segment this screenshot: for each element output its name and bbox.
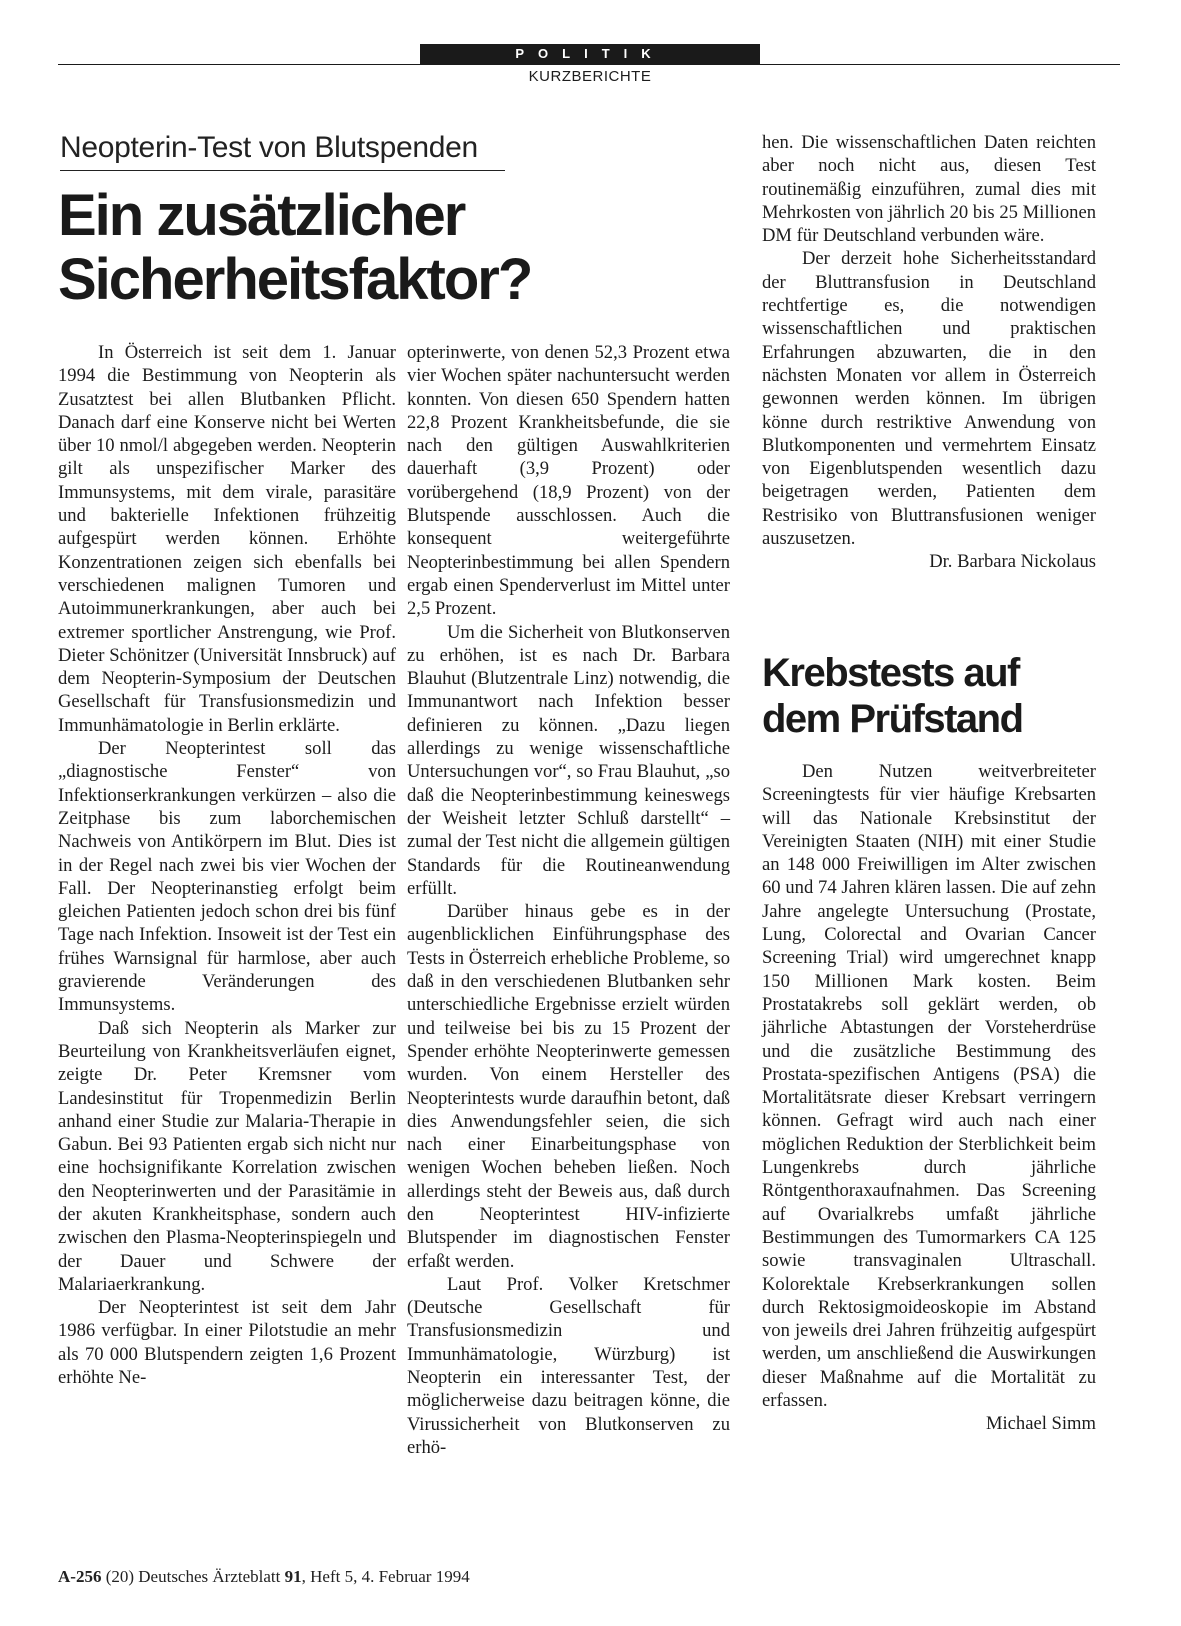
paragraph: In Österreich ist seit dem 1. Januar 1994 die Bestimmung von Neopterin als Zusatztest bei allen Blutbanken Pflicht. Danach darf eine Konserve nicht bei Werten über 10 nmol/l abgegeben werden. Neopterin gilt als unspezifischer Marker des Immunsystems, mit dem virale, parasitäre und bakterielle Infektionen frühzeitig aufgespürt werden können. Erhöhte Konzentrationen zeigen sich ebenfalls bei verschiedenen malignen Tumoren und Autoimmunerkrankungen, aber auch bei extremer sportlicher Anstrengung, wie Prof. Dieter Schönitzer (Universität Innsbruck) auf dem Neopterin-Symposium der Deutschen Gesellschaft für Transfusionsmedizin und Immunhämatologie in Berlin erklärte. — [58, 342, 396, 736]
kicker-rule — [60, 170, 505, 171]
paragraph: hen. Die wissenschaftlichen Daten reichten aber noch nicht aus, diesen Test routinemäßig einzuführen, zumal dies mit Mehrkosten von jährlich 20 bis 25 Millionen DM für Deutschland verbunden wäre. — [762, 132, 1096, 247]
publication-name: (20) Deutsches Ärzteblatt — [105, 1567, 281, 1586]
article-column-1 — [58, 341, 396, 1389]
paragraph: Um die Sicherheit von Blutkonserven zu erhöhen, ist es nach Dr. Barbara Blauhut (Blutzentrale Linz) notwendig, die Immunantwort nach Infektion besser definieren zu können. „Dazu liegen allerdings zu wenige wissenschaftliche Untersuchungen vor“, so Frau Blauhut, „so daß die Neopterinbestimmung keineswegs der Weisheit letzter Schluß darstellt“ – zumal der Test nicht die allgemein gültigen Standards für die Routineanwendung erfüllt. — [407, 621, 730, 899]
paragraph: Daß sich Neopterin als Marker zur Beurteilung von Krankheitsverläufen eignet, zeigte Dr. Peter Kremsner vom Landesinstitut für Tropenmedizin Berlin anhand einer Studie zur Malaria-Therapie in Gabun. Bei 93 Patienten ergab sich nicht nur eine hochsignifikante Korrelation zwischen den Neopterinwerten und der Parasitämie in der akuten Krankheitsphase, sondern auch zwischen den Plasma-Neopterinspiegeln und der Dauer und Schwere der Malariaerkrankung. — [58, 1017, 396, 1295]
second-article-body — [762, 760, 1096, 1436]
second-article-author: Michael Simm — [985, 1413, 1096, 1435]
section-label: POLITIK — [420, 44, 760, 64]
second-article-headline: Krebstests auf dem Prüfstand — [762, 651, 1023, 741]
header-rule — [58, 64, 1120, 65]
volume-number: 91 — [284, 1567, 302, 1586]
page-footer — [58, 1567, 470, 1587]
paragraph: Der Neopterintest ist seit dem Jahr 1986 verfügbar. In einer Pilotstudie an mehr als 70 000 Blutspendern zeigten 1,6 Prozent erhöhte Ne- — [58, 1297, 396, 1389]
issue-date: , Heft 5, 4. Februar 1994 — [301, 1567, 470, 1586]
paragraph: opterinwerte, von denen 52,3 Prozent etwa vier Wochen später nachuntersucht werden konnten. Von diesen 650 Spendern hatten 22,8 Prozent Krankheitsbefunde, die sie nach den gültigen Auswahlkriterien dauerhaft (3,9 Prozent) oder vorübergehend (18,9 Prozent) von der Blutspende ausschlossen. Auch die konsequent weitergeführte Neopterinbestimmung bei allen Spendern ergab einen Spenderverlust im Mittel unter 2,5 Prozent. — [407, 342, 730, 620]
paragraph: Der Neopterintest soll das „diagnostische Fenster“ von Infektionserkrankungen verkürzen – also die Zeitphase bis zum laborchemischen Nachweis von Antikörpern im Blut. Dies ist in der Regel nach zwei bis vier Wochen der Fall. Der Neopterinanstieg erfolgt beim gleichen Patienten jedoch schon drei bis fünf Tage nach Infektion. Insoweit ist der Test ein frühes Warnsignal für harmlose, aber auch gravierende Veränderungen des Immunsystems. — [58, 738, 396, 1016]
article-kicker: Neopterin-Test von Blutspenden — [60, 131, 478, 164]
paragraph: Den Nutzen weitverbreiteter Screeningtests für vier häufige Krebsarten will das Nationale Krebsinstitut der Vereinigten Staaten (NIH) mit einer Studie an 148 000 Freiwilligen im Alter zwischen 60 und 74 Jahren klären lassen. Die auf zehn Jahre angelegte Untersuchung (Prostate, Lung, Colorectal and Ovarian Cancer Screening Trial) wird umgerechnet knapp 150 Millionen Mark kosten. Beim Prostatakrebs soll geklärt werden, ob jährliche Abtastungen der Vorsteherdrüse und die zusätzliche Bestimmung des Prostata-spezifischen Antigens (PSA) die Mortalitätsrate dieser Krebsart verringern können. Gefragt wird auch nach einer möglichen Reduktion der Sterblichkeit beim Lungenkrebs durch jährliche Röntgenthoraxaufnahmen. Das Screening auf Ovarialkrebs umfaßt jährliche Bestimmungen des Tumormarkers CA 125 sowie transvaginalen Ultraschall. Kolorektale Krebserkrankungen sollen durch Rektosigmoideoskopie im Abstand von jeweils drei Jahren frühzeitig aufgespürt werden, um anschließend die Auswirkungen dieser Maßnahme auf die Mortalität zu erfassen. — [762, 761, 1096, 1412]
article-column-3 — [762, 131, 1096, 574]
page-number: A-256 — [58, 1567, 102, 1586]
article-column-2 — [407, 341, 730, 1459]
paragraph: Laut Prof. Volker Kretschmer (Deutsche Gesellschaft für Transfusionsmedizin und Immunhämatologie, Würzburg) ist Neopterin ein interessanter Test, der möglicherweise dazu beitragen könne, die Virussicherheit von Blutkonserven zu erhö- — [407, 1273, 730, 1458]
article-headline: Ein zusätzlicher Sicherheitsfaktor? — [58, 183, 532, 312]
paragraph: Der derzeit hohe Sicherheitsstandard der Bluttransfusion in Deutschland rechtfertige es, die notwendigen wissenschaftlichen und praktischen Erfahrungen abzuwarten, die in den nächsten Monaten vor allem in Österreich gewonnen werden können. Im übrigen könne durch restriktive Anwendung von Blutkomponenten und vermehrtem Einsatz von Eigenblutspenden wesentlich dazu beigetragen werden, Patienten dem Restrisiko von Bluttransfusionen weniger auszusetzen. — [762, 248, 1096, 550]
article-author: Dr. Barbara Nickolaus — [929, 551, 1096, 573]
paragraph: Darüber hinaus gebe es in der augenblicklichen Einführungsphase des Tests in Österreich erhebliche Probleme, so daß in den verschiedenen Blutbanken sehr unterschiedliche Ergebnisse erzielt würden und teilweise bei bis zu 15 Prozent der Spender erhöhte Neopterinwerte gemessen wurden. Von einem Hersteller des Neopterintests wurde daraufhin betont, daß dies Anwendungsfehler seien, die sich nach einer Einarbeitungsphase von wenigen Wochen beheben ließen. Noch allerdings steht der Beweis aus, daß durch den Neopterintest HIV-infizierte Blutspender im diagnostischen Fenster erfaßt werden. — [407, 901, 730, 1272]
subsection-label: KURZBERICHTE — [528, 68, 652, 85]
